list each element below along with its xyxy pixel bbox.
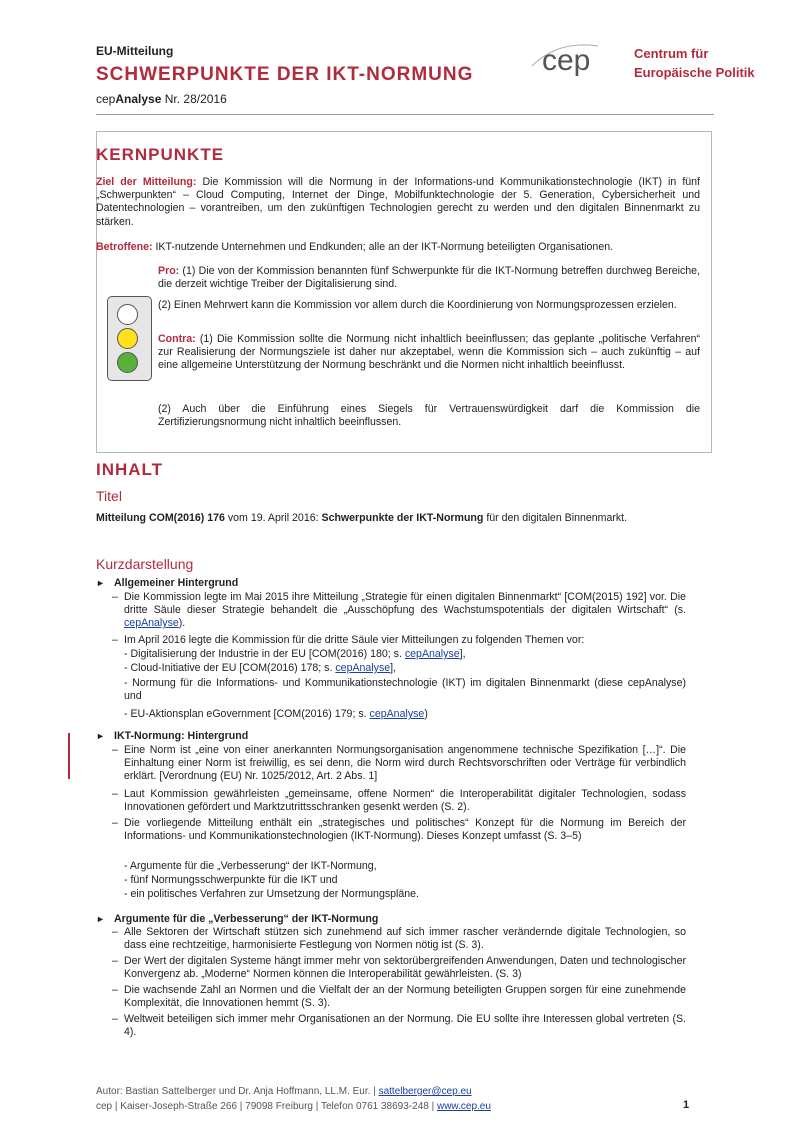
titel-heading: Titel <box>96 488 122 504</box>
section-2-heading: IKT-Normung: Hintergrund <box>114 730 249 742</box>
ziel-paragraph: Ziel der Mitteilung: Die Kommission will die Normung in der Informations-und Kommunikationstechnologie (IKT) in fünf „Schwerpunkten“ – Cloud Computing, Internet der Dinge, Mobilfunktechnologie der 5. Generation, Cybersicherheit und Datentechnologien – vorantreiben, um den zukünftigen Technologien gerecht zu werden und den digitalen Binnenmarkt zu stärken. <box>96 176 701 228</box>
issue-number: cepAnalyse Nr. 28/2016 <box>96 92 227 106</box>
dash-marker: – <box>112 591 118 603</box>
traffic-light-green <box>117 352 138 373</box>
section-1-sub-4: - EU-Aktionsplan eGovernment [COM(2016) 179; s. cepAnalyse) <box>124 708 428 720</box>
website-link[interactable]: www.cep.eu <box>436 1101 491 1112</box>
dash-marker: – <box>112 1013 118 1025</box>
section-2-sub-1: - Argumente für die „Verbesserung“ der IKT-Normung, <box>124 860 377 872</box>
header-divider <box>96 114 714 115</box>
titel-paragraph: Mitteilung COM(2016) 176 vom 19. April 2016: Schwerpunkte der IKT-Normung für den digitalen Binnenmarkt. <box>96 512 628 524</box>
dash-marker: – <box>112 788 118 800</box>
contra-1-paragraph: Contra: (1) Die Kommission sollte die Normung nicht inhaltlich beeinflussen; das geplante „politische Verfahren“ zur Realisierung der Normungsziele ist daher nur akzeptabel, wenn die Kommission sich – auch zukünftig – auf eine allgemeine Unterstützung der Normung beschränkt und die Normen nicht inhaltlich beeinflusst. <box>158 333 700 372</box>
cep-analyse-link[interactable]: cepAnalyse <box>369 708 425 720</box>
footer <box>96 1084 656 1114</box>
section-2-sub-2: - fünf Normungsschwerpunkte für die IKT und <box>124 874 338 886</box>
cep-logo <box>528 36 620 84</box>
section-2-item-2: – Laut Kommission gewährleisten „gemeinsame, offene Normen“ die Interoperabilität digitaler Technologien, sodass Innovationen gefördert und Marktzutrittsschranken gesenkt werden (S. 2). <box>112 788 686 814</box>
bullet-arrow-icon: ► <box>96 578 105 588</box>
bullet-arrow-icon: ► <box>96 731 105 741</box>
logo-line-1: Centrum für <box>634 46 709 61</box>
pro-2-paragraph: (2) Einen Mehrwert kann die Kommission vor allem durch die Koordinierung von Normungsprozessen erzielen. <box>158 299 677 311</box>
cep-analyse-link[interactable]: cepAnalyse <box>335 662 391 674</box>
bullet-arrow-icon: ► <box>96 914 105 924</box>
kernpunkte-title: KERNPUNKTE <box>96 145 225 164</box>
footer-address-line: cep | Kaiser-Joseph-Straße 266 | 79098 Freiburg | Telefon 0761 38693-248 | www.cep.eu <box>96 1101 491 1112</box>
pro-1-paragraph: Pro: (1) Die von der Kommission benannten fünf Schwerpunkte für die IKT-Normung betreffen durchweg Bereiche, die derzeit wichtige Treiber der Digitalisierung sind. <box>158 265 700 291</box>
section-1-sub-3: - Normung für die Informations- und Kommunikationstechnologie (IKT) im digitalen Binnenmarkt (diese cepAnalyse) und <box>124 677 686 703</box>
page-number: 1 <box>683 1099 690 1111</box>
traffic-light-white <box>117 304 138 325</box>
dash-marker: – <box>112 955 118 967</box>
section-1-item-2: – Im April 2016 legte die Kommission für die dritte Säule vier Mitteilungen zu folgenden Themen vor: <box>112 634 585 646</box>
section-1-item-1: – Die Kommission legte im Mai 2015 ihre Mitteilung „Strategie für einen digitalen Binnenmarkt“ [COM(2015) 192] vor. Die dritte Säule dieser Strategie behandelt die „Ausschöpfung des Wachstumspotentials der digitalen Wirtschaft“ (s. cepAnalyse). <box>112 591 686 630</box>
section-1-sub-2: - Cloud-Initiative der EU [COM(2016) 178; s. cepAnalyse], <box>124 662 397 674</box>
section-3-item-2: – Der Wert der digitalen Systeme hängt immer mehr von sektorübergreifenden Anwendungen, Daten und technologischer Konvergenz ab. „Moderne“ Normen können die Interoperabilität gewährleisten. (S. 3) <box>112 955 686 981</box>
traffic-light-yellow <box>117 328 138 349</box>
section-1-heading: Allgemeiner Hintergrund <box>114 577 239 589</box>
author-email-link[interactable]: sattelberger@cep.eu <box>378 1086 472 1097</box>
dash-marker: – <box>112 817 118 829</box>
section-3-item-4: – Weltweit beteiligen sich immer mehr Organisationen an der Normung. Die EU sollte ihre Interessen global vertreten (S. 4). <box>112 1013 686 1039</box>
dash-marker: – <box>112 634 118 646</box>
revision-margin-bar <box>68 733 70 779</box>
section-3-item-1: – Alle Sektoren der Wirtschaft stützen sich zunehmend auf sich immer rascher verändernde digitale Technologien, so dass eine rechtzeitige, harmonisierte Festlegung von Normen nötig ist (S. 3). <box>112 926 686 952</box>
document-type-label: EU-Mitteilung <box>96 44 174 58</box>
dash-marker: – <box>112 984 118 996</box>
contra-2-paragraph: (2) Auch über die Einführung eines Siegels für Vertrauenswürdigkeit darf die Kommission die Zertifizierungsnormung nicht inhaltlich beeinflussen. <box>158 403 700 429</box>
logo-line-2: Europäische Politik <box>634 65 755 80</box>
section-1-sub-1: - Digitalisierung der Industrie in der EU [COM(2016) 180; s. cepAnalyse], <box>124 648 466 660</box>
logo-mark-text: cep <box>542 44 591 77</box>
traffic-light-icon <box>107 296 152 381</box>
section-2-sub-3: - ein politisches Verfahren zur Umsetzung der Normungspläne. <box>124 888 420 900</box>
dash-marker: – <box>112 744 118 756</box>
dash-marker: – <box>112 926 118 938</box>
logo-wordmark <box>634 44 755 82</box>
section-2-item-1: – Eine Norm ist „eine von einer anerkannten Normungsorganisation angenommene technische Spezifikation […]“. Die Einhaltung einer Norm ist freiwillig, es sei denn, die Norm wird durch Rechtsvorschriften oder Verträge für verbindlich erklärt. [Verordnung (EU) Nr. 1025/2012, Art. 2 Abs. 1] <box>112 744 686 783</box>
section-3-item-3: – Die wachsende Zahl an Normen und die Vielfalt der an der Normung beteiligten Gruppen sorgen für eine zunehmende Komplexität, die Innovationen hemmt (S. 3). <box>112 984 686 1010</box>
section-2-item-3: – Die vorliegende Mitteilung enthält ein „strategisches und politisches“ Konzept für die Normung im Bereich der Informations- und Kommunikationstechnologien (IKT-Normung). Dieses Konzept umfasst (S. 3–5) <box>112 817 686 843</box>
kurzdarstellung-heading: Kurzdarstellung <box>96 556 194 572</box>
betroffene-paragraph: Betroffene: IKT-nutzende Unternehmen und Endkunden; alle an der IKT-Normung beteiligten Organisationen. <box>96 241 614 253</box>
cep-analyse-link[interactable]: cepAnalyse <box>404 648 460 660</box>
document-title: SCHWERPUNKTE DER IKT-NORMUNG <box>96 64 474 85</box>
section-3-heading: Argumente für die „Verbesserung“ der IKT-Normung <box>114 913 379 925</box>
footer-authors-line: Autor: Bastian Sattelberger und Dr. Anja Hoffmann, LL.M. Eur. | sattelberger@cep.eu <box>96 1086 472 1097</box>
inhalt-title: INHALT <box>96 460 164 479</box>
cep-analyse-link[interactable]: cepAnalyse <box>124 617 179 630</box>
